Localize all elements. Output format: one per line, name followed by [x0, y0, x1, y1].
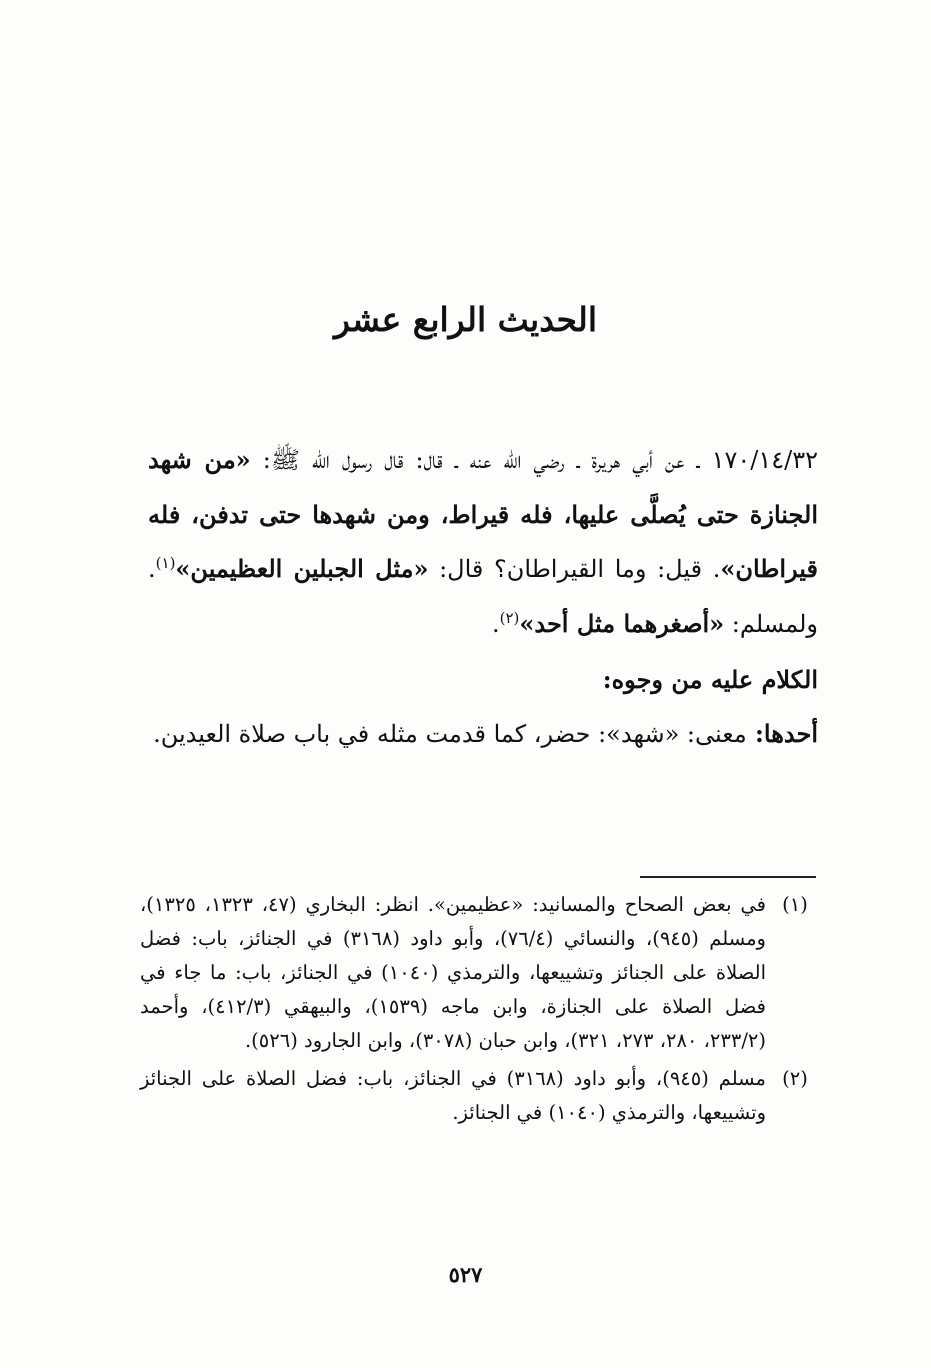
footnote-text: في بعض الصحاح والمسانيد: «عظيمين». انظر: البخاري (٤٧، ١٣٢٣، ١٣٢٥)، ومسلم (٩٤٥)، والنسائي (٧٦/٤)، وأبو داود (٣١٦٨) في الجنائز، باب: فضل الصلاة على الجنائز وتشييعها، والترمذي (١٠٤٠) في الجنائز، باب: ما جاء في فضل الصلاة على الجنازة، وابن ماجه (١٥٣٩)، والبيهقي (٤١٢/٣)، وأحمد (٢٣٣/٢، ٢٨٠، ٢٧٣، ٣٢١)، وابن حبان (٣٠٧٨)، وابن الجارود (٥٢٦). — [140, 893, 767, 1052]
footnote-text: مسلم (٩٤٥)، وأبو داود (٣١٦٨) في الجنائز، باب: فضل الصلاة على الجنائز وتشييعها، والترمذي (١٠٤٠) في الجنائز. — [140, 1067, 766, 1124]
footnote-ref-2: (٢) — [499, 608, 520, 627]
footnote-1 — [140, 888, 818, 1058]
chapter-title: الحديث الرابع عشر — [333, 300, 598, 339]
footnote-number: (٢) — [782, 1067, 808, 1090]
explanation-lead: أحدها: — [746, 718, 818, 748]
footnote-ref-1: (١) — [155, 554, 176, 572]
footnote-number: (١) — [782, 893, 808, 916]
page-number: ٥٢٧ — [448, 1262, 483, 1287]
explanation-paragraph — [148, 707, 818, 762]
main-text — [148, 433, 818, 761]
muslim-text: «أصغرهما مثل أحد» — [519, 608, 725, 638]
section-heading: الكلام عليه من وجوه: — [602, 665, 818, 694]
footnotes — [140, 888, 818, 1134]
footnote-2 — [140, 1062, 818, 1130]
sentence-end: . — [491, 609, 500, 638]
hadith-text: «من شهد الجنازة حتى يُصلَّى عليها، فله قيراط، ومن شهدها حتى تدفن، فله قيراطان» — [148, 445, 818, 583]
hadith-intro: ١٧٠/١٤/٣٢ ـ عن أبي هريرة ـ رضي الله عنه ـ قال: قال رسول الله ﷺ: — [250, 446, 819, 474]
hadith-answer: «مثل الجبلين العظيمين» — [175, 554, 429, 583]
explanation-text: معنى: «شهد»: حضر، كما قدمت مثله في باب صلاة العيدين. — [153, 719, 747, 748]
hadith-paragraph — [148, 433, 818, 651]
hadith-question: . قيل: وما القيراطان؟ قال: — [428, 555, 721, 583]
muslim-intro: . ولمسلم: — [148, 555, 818, 638]
footnote-divider — [640, 876, 816, 878]
